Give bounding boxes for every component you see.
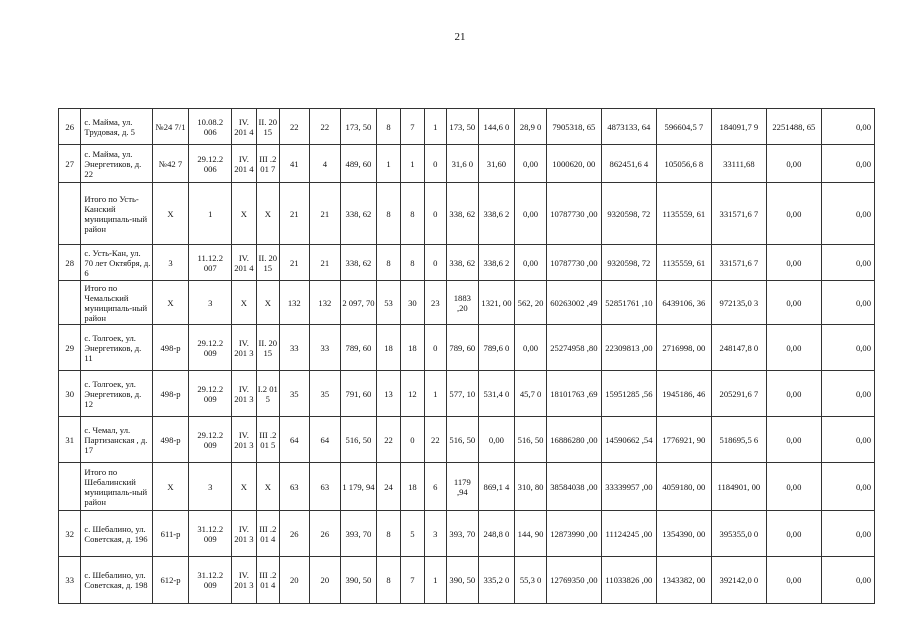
table-cell: 0,00	[766, 371, 821, 417]
table-cell: 1	[424, 557, 446, 604]
table-cell	[59, 281, 81, 325]
table-cell: 29	[59, 325, 81, 371]
table-cell: X	[152, 281, 189, 325]
table-cell: 1 179, 94	[341, 463, 377, 511]
table-cell: 35	[280, 371, 310, 417]
table-cell: X	[232, 463, 256, 511]
table-cell: X	[256, 463, 279, 511]
table-cell: 18	[376, 325, 400, 371]
table-cell: 869,1 4	[478, 463, 515, 511]
table-row	[59, 371, 875, 417]
table-cell: 498-р	[152, 325, 189, 371]
table-cell: 28	[59, 245, 81, 281]
table-cell: 18101763 ,69	[546, 371, 601, 417]
table-cell: с. Толгоек, ул. Энергетиков, д. 12	[81, 371, 152, 417]
table-cell: 11033826 ,00	[601, 557, 656, 604]
table-cell: 498-р	[152, 417, 189, 463]
table-cell: 4873133, 64	[601, 109, 656, 145]
table-row	[59, 245, 875, 281]
table-cell: 33339957 ,00	[601, 463, 656, 511]
table-cell: 338, 62	[341, 245, 377, 281]
table-cell: 0,00	[515, 245, 547, 281]
table-cell: 22	[280, 109, 310, 145]
table-cell: 1000620, 00	[546, 145, 601, 183]
table-cell: 53	[376, 281, 400, 325]
table-cell: 8	[401, 183, 424, 245]
table-cell: 8	[376, 183, 400, 245]
table-cell: 972135,0 3	[711, 281, 766, 325]
table-cell: 0,00	[821, 371, 874, 417]
table-cell: 0,00	[766, 145, 821, 183]
table-row	[59, 109, 875, 145]
table-cell: 8	[376, 109, 400, 145]
table-cell: 2251488, 65	[766, 109, 821, 145]
table-cell: 862451,6 4	[601, 145, 656, 183]
table-cell: 5	[401, 511, 424, 557]
table-subtotal-row	[59, 183, 875, 245]
table-cell: 144, 90	[515, 511, 547, 557]
table-cell: 3	[189, 463, 232, 511]
table-cell: 1945186, 46	[656, 371, 711, 417]
table-cell: 0,00	[766, 463, 821, 511]
table-cell: 22	[424, 417, 446, 463]
table-cell: 31.12.2 009	[189, 511, 232, 557]
table-cell: 26	[59, 109, 81, 145]
table-cell: 31	[59, 417, 81, 463]
table-cell: 789, 60	[341, 325, 377, 371]
table-cell: 791, 60	[341, 371, 377, 417]
table-cell: 0,00	[821, 325, 874, 371]
table-cell: 63	[309, 463, 341, 511]
table-cell: 1354390, 00	[656, 511, 711, 557]
table-cell: 29.12.2 009	[189, 417, 232, 463]
table-cell: Итого по Шебалинский муниципаль-ный район	[81, 463, 152, 511]
table-cell: 64	[309, 417, 341, 463]
table-cell: 173, 50	[447, 109, 479, 145]
table-cell: 8	[401, 245, 424, 281]
table-cell: 489, 60	[341, 145, 377, 183]
table-cell: 1883 ,20	[447, 281, 479, 325]
table-cell: 21	[280, 183, 310, 245]
table-cell: III .2 01 4	[256, 557, 279, 604]
table-cell: 105056,6 8	[656, 145, 711, 183]
table-cell: 1135559, 61	[656, 245, 711, 281]
table-cell: 31,60	[478, 145, 515, 183]
table-cell: Итого по Усть-Канский муниципаль-ный район	[81, 183, 152, 245]
table-cell: 0,00	[478, 417, 515, 463]
table-cell: 28,9 0	[515, 109, 547, 145]
table-cell: 12769350 ,00	[546, 557, 601, 604]
table-cell: III .2 01 5	[256, 417, 279, 463]
table-cell: 12	[401, 371, 424, 417]
table-cell: с. Толгоек, ул. Энергетиков, д. 11	[81, 325, 152, 371]
table-cell	[59, 183, 81, 245]
table-cell: 2 097, 70	[341, 281, 377, 325]
table-cell: 1321, 00	[478, 281, 515, 325]
table-cell: 393, 70	[447, 511, 479, 557]
table-cell: 0,00	[821, 281, 874, 325]
table-row	[59, 145, 875, 183]
table-cell: 11124245 ,00	[601, 511, 656, 557]
table-cell: 390, 50	[341, 557, 377, 604]
table-cell: 24	[376, 463, 400, 511]
table-cell: 516, 50	[447, 417, 479, 463]
table-cell: с. Усть-Кан, ул. 70 лет Октября, д. 6	[81, 245, 152, 281]
table-cell: 0,00	[821, 557, 874, 604]
table-cell: 30	[401, 281, 424, 325]
table-cell: 4	[309, 145, 341, 183]
table-cell: IV. 201 3	[232, 557, 256, 604]
table-cell: 7	[401, 557, 424, 604]
table-cell: 55,3 0	[515, 557, 547, 604]
table-cell: X	[256, 281, 279, 325]
table-cell: 26	[309, 511, 341, 557]
table-cell: 611-р	[152, 511, 189, 557]
table-cell: 0	[424, 183, 446, 245]
table-row	[59, 511, 875, 557]
table-cell: 173, 50	[341, 109, 377, 145]
table-cell: 1	[424, 109, 446, 145]
table-cell: 531,4 0	[478, 371, 515, 417]
table-cell: 144,6 0	[478, 109, 515, 145]
table-cell: 33	[59, 557, 81, 604]
table-cell: с. Чемал, ул. Партизанская , д. 17	[81, 417, 152, 463]
table-cell: 38584038 ,00	[546, 463, 601, 511]
table-cell: 1135559, 61	[656, 183, 711, 245]
table-cell: 248,8 0	[478, 511, 515, 557]
table-cell: IV. 201 4	[232, 145, 256, 183]
table-cell: 18	[401, 325, 424, 371]
table-cell: 338, 62	[447, 183, 479, 245]
table-cell: с. Майма, ул. Трудовая, д. 5	[81, 109, 152, 145]
table-cell: X	[152, 463, 189, 511]
table-cell: 22	[376, 417, 400, 463]
table-cell: 1	[189, 183, 232, 245]
table-cell: 0,00	[766, 281, 821, 325]
table-cell: 30	[59, 371, 81, 417]
table-cell: 29.12.2 009	[189, 371, 232, 417]
table-cell: 0,00	[821, 109, 874, 145]
table-cell: 789, 60	[447, 325, 479, 371]
table-cell: 1776921, 90	[656, 417, 711, 463]
table-cell: 1343382, 00	[656, 557, 711, 604]
table-cell: 27	[59, 145, 81, 183]
table-cell: 0,00	[766, 325, 821, 371]
table-cell: 0	[424, 145, 446, 183]
table-cell: 612-р	[152, 557, 189, 604]
table-cell: 562, 20	[515, 281, 547, 325]
table-cell: X	[232, 183, 256, 245]
table-cell: 132	[309, 281, 341, 325]
table-cell: с. Шебалино, ул. Советская, д. 196	[81, 511, 152, 557]
table-cell: 20	[280, 557, 310, 604]
table-cell: 1179 ,94	[447, 463, 479, 511]
table-cell: 516, 50	[515, 417, 547, 463]
table-cell: 331571,6 7	[711, 183, 766, 245]
table-cell: с. Майма, ул. Энергетиков, д. 22	[81, 145, 152, 183]
table-cell: 3	[424, 511, 446, 557]
table-cell: 0,00	[821, 145, 874, 183]
table-cell: 596604,5 7	[656, 109, 711, 145]
table-cell: 390, 50	[447, 557, 479, 604]
table-cell: IV. 201 3	[232, 511, 256, 557]
table-cell: 33111,68	[711, 145, 766, 183]
table-cell	[59, 463, 81, 511]
table-cell: 21	[280, 245, 310, 281]
table-cell: 18	[401, 463, 424, 511]
table-cell: II. 20 15	[256, 325, 279, 371]
table-cell: 63	[280, 463, 310, 511]
table-cell: 0	[424, 325, 446, 371]
table-cell: 0,00	[766, 417, 821, 463]
table-cell: 31.12.2 009	[189, 557, 232, 604]
table-cell: 29.12.2 009	[189, 325, 232, 371]
table-cell: 32	[59, 511, 81, 557]
table-cell: 0,00	[821, 245, 874, 281]
table-cell: 9320598, 72	[601, 183, 656, 245]
table-cell: IV. 201 3	[232, 325, 256, 371]
table-cell: 8	[376, 557, 400, 604]
table-cell: 21	[309, 183, 341, 245]
table-cell: IV. 201 3	[232, 371, 256, 417]
table-cell: 577, 10	[447, 371, 479, 417]
table-cell: 338,6 2	[478, 183, 515, 245]
table-cell: 33	[280, 325, 310, 371]
table-cell: 31,6 0	[447, 145, 479, 183]
table-cell: 789,6 0	[478, 325, 515, 371]
table-cell: 10.08.2 006	[189, 109, 232, 145]
table-cell: 310, 80	[515, 463, 547, 511]
table-cell: 22	[309, 109, 341, 145]
table-cell: 0,00	[515, 325, 547, 371]
table-cell: 0,00	[515, 183, 547, 245]
table-cell: 0	[401, 417, 424, 463]
table-cell: 64	[280, 417, 310, 463]
table-cell: 7905318, 65	[546, 109, 601, 145]
table-cell: 33	[309, 325, 341, 371]
table-cell: 35	[309, 371, 341, 417]
table-cell: 248147,8 0	[711, 325, 766, 371]
table-cell: 12873990 ,00	[546, 511, 601, 557]
table-cell: 3	[189, 281, 232, 325]
table-cell: 1	[424, 371, 446, 417]
table-cell: №24 7/1	[152, 109, 189, 145]
table-cell: 0	[424, 245, 446, 281]
table-cell: 7	[401, 109, 424, 145]
table-cell: 4059180, 00	[656, 463, 711, 511]
table-cell: №42 7	[152, 145, 189, 183]
table-row	[59, 557, 875, 604]
table-cell: 41	[280, 145, 310, 183]
table-cell: 338, 62	[447, 245, 479, 281]
table-cell: с. Шебалино, ул. Советская, д. 198	[81, 557, 152, 604]
table-cell: II. 20 15	[256, 245, 279, 281]
table-subtotal-row	[59, 463, 875, 511]
table-cell: 3	[152, 245, 189, 281]
table-cell: 1	[401, 145, 424, 183]
table-cell: I.2 01 5	[256, 371, 279, 417]
table-cell: 23	[424, 281, 446, 325]
table-cell: 331571,6 7	[711, 245, 766, 281]
table-cell: 1	[376, 145, 400, 183]
table-cell: 45,7 0	[515, 371, 547, 417]
table-cell: 516, 50	[341, 417, 377, 463]
table-cell: 184091,7 9	[711, 109, 766, 145]
table-cell: 52851761 ,10	[601, 281, 656, 325]
table-cell: 25274958 ,80	[546, 325, 601, 371]
table-cell: 393, 70	[341, 511, 377, 557]
table-cell: 498-р	[152, 371, 189, 417]
table-cell: 10787730 ,00	[546, 245, 601, 281]
table-cell: 395355,0 0	[711, 511, 766, 557]
table-cell: 132	[280, 281, 310, 325]
table-cell: 2716998, 00	[656, 325, 711, 371]
table-cell: III .2 01 7	[256, 145, 279, 183]
table-cell: 518695,5 6	[711, 417, 766, 463]
table-cell: 205291,6 7	[711, 371, 766, 417]
table-cell: III .2 01 4	[256, 511, 279, 557]
table-cell: 0,00	[766, 245, 821, 281]
table-cell: 8	[376, 511, 400, 557]
table-cell: 0,00	[766, 511, 821, 557]
table-cell: 335,2 0	[478, 557, 515, 604]
table-cell: IV. 201 3	[232, 417, 256, 463]
table-cell: 0,00	[821, 463, 874, 511]
table-cell: 26	[280, 511, 310, 557]
table-cell: X	[256, 183, 279, 245]
table-row	[59, 325, 875, 371]
table-cell: 0,00	[515, 145, 547, 183]
resettlement-table	[58, 108, 875, 604]
table-cell: 338, 62	[341, 183, 377, 245]
table-cell: 6	[424, 463, 446, 511]
table-cell: 16886280 ,00	[546, 417, 601, 463]
table-cell: 9320598, 72	[601, 245, 656, 281]
table-cell: IV. 201 4	[232, 245, 256, 281]
table-cell: 1184901, 00	[711, 463, 766, 511]
table-cell: 0,00	[821, 511, 874, 557]
table-cell: 392142,0 0	[711, 557, 766, 604]
table-cell: IV. 201 4	[232, 109, 256, 145]
table-cell: 6439106, 36	[656, 281, 711, 325]
table-cell: 15951285 ,56	[601, 371, 656, 417]
table-cell: II. 20 15	[256, 109, 279, 145]
table-cell: 13	[376, 371, 400, 417]
table-cell: 21	[309, 245, 341, 281]
table-cell: X	[152, 183, 189, 245]
table-subtotal-row	[59, 281, 875, 325]
table-cell: 8	[376, 245, 400, 281]
table-cell: Итого по Чемальский муниципаль-ный район	[81, 281, 152, 325]
table-cell: 20	[309, 557, 341, 604]
table-cell: 0,00	[821, 417, 874, 463]
page-number: 21	[454, 31, 466, 43]
table-row	[59, 417, 875, 463]
table-cell: 338,6 2	[478, 245, 515, 281]
table-cell: 11.12.2 007	[189, 245, 232, 281]
table-cell: 29.12.2 006	[189, 145, 232, 183]
table-cell: 10787730 ,00	[546, 183, 601, 245]
table-cell: 0,00	[766, 557, 821, 604]
table-cell: 0,00	[766, 183, 821, 245]
table-cell: 0,00	[821, 183, 874, 245]
table-cell: X	[232, 281, 256, 325]
table-cell: 60263002 ,49	[546, 281, 601, 325]
table-cell: 22309813 ,00	[601, 325, 656, 371]
table-cell: 14590662 ,54	[601, 417, 656, 463]
